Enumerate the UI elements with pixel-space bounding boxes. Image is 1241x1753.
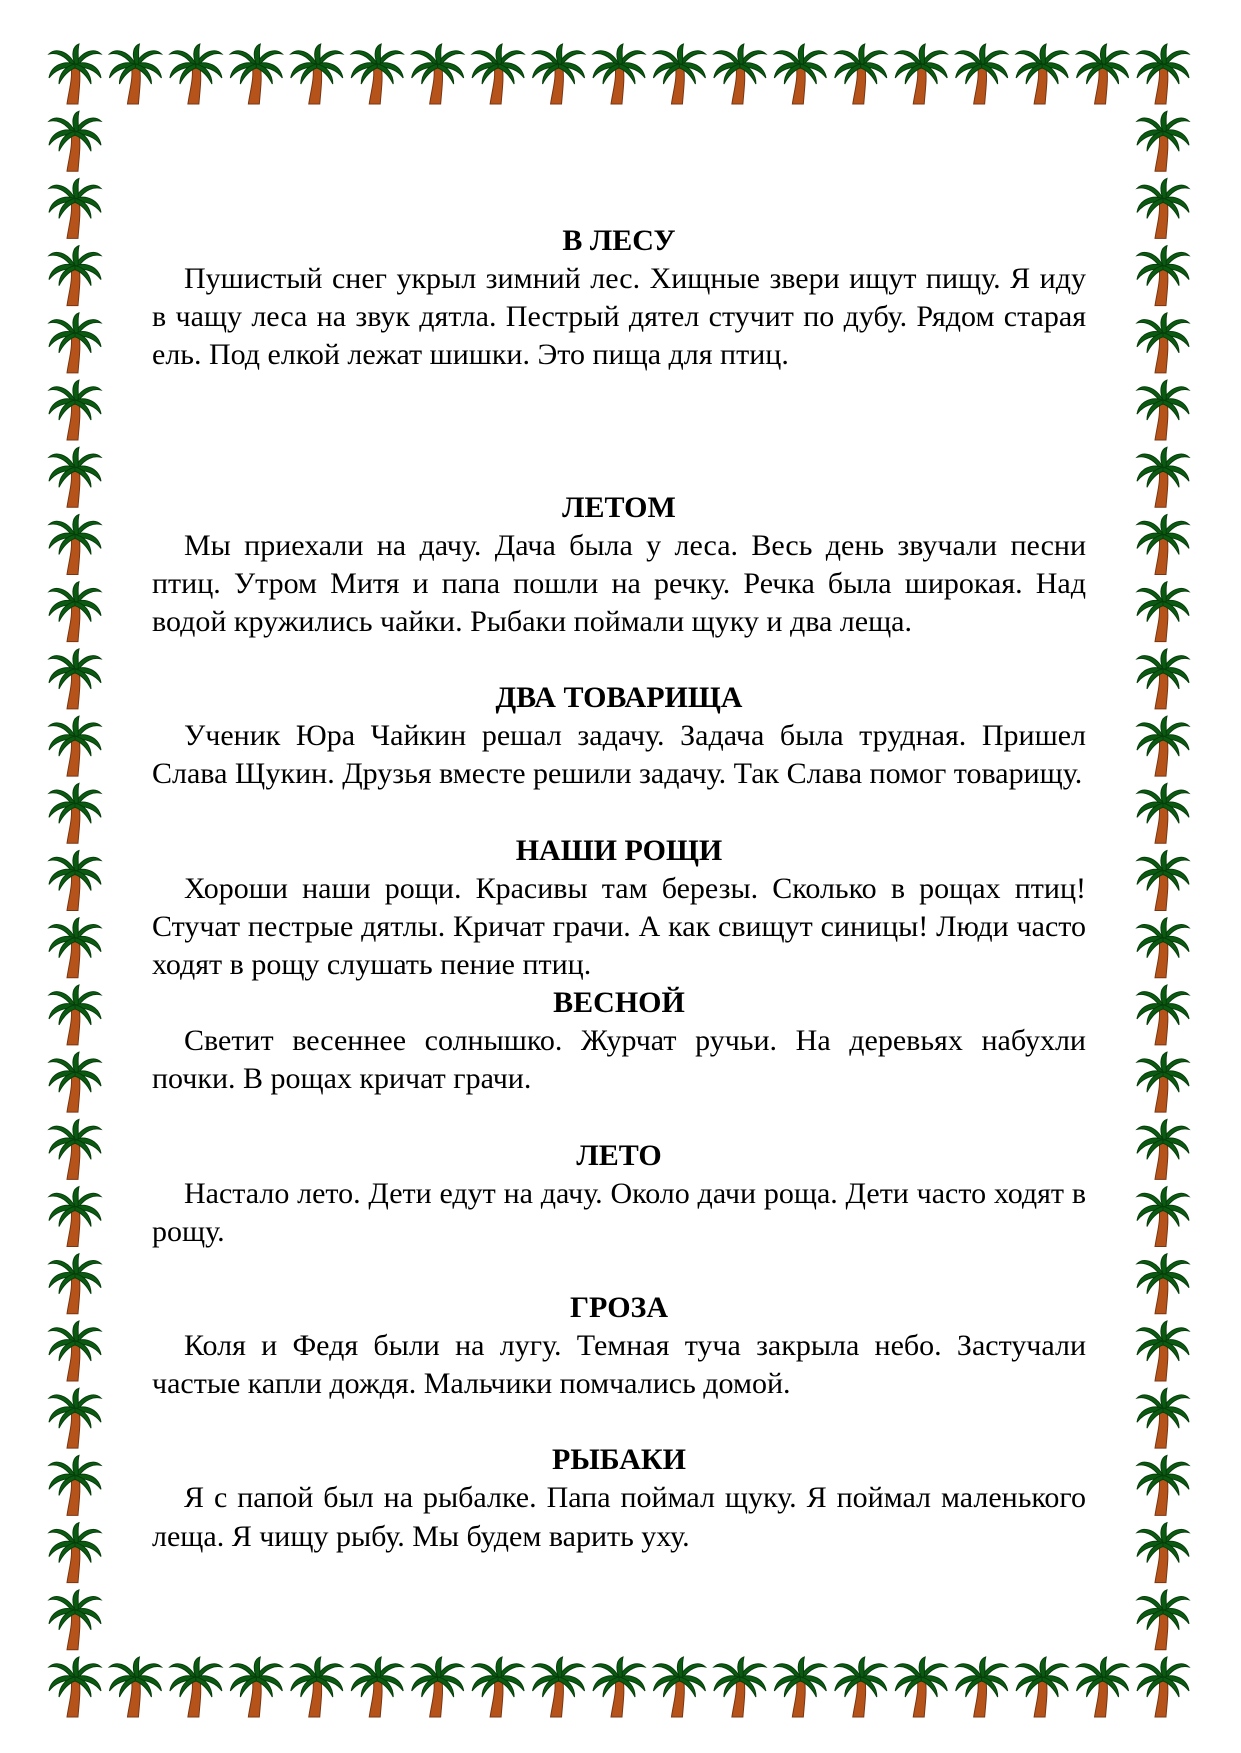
palm-tree-icon — [1137, 1590, 1189, 1650]
story-title: НАШИ РОЩИ — [515, 833, 723, 867]
palm-tree-icon — [593, 1657, 645, 1717]
palm-tree-icon — [533, 1657, 585, 1717]
palm-tree-icon — [49, 1187, 101, 1247]
story-groza — [152, 1289, 1086, 1403]
palm-tree-icon — [49, 783, 101, 843]
palm-tree-icon — [1137, 851, 1189, 911]
palm-tree-icon — [1137, 1254, 1189, 1314]
palm-tree-icon — [49, 44, 101, 104]
palm-tree-icon — [472, 1657, 524, 1717]
story-title: ГРОЗА — [569, 1291, 669, 1325]
palm-tree-icon — [1137, 514, 1189, 574]
palm-tree-icon — [109, 1657, 161, 1717]
palm-tree-icon — [774, 1657, 826, 1717]
palm-tree-icon — [49, 1052, 101, 1112]
palm-tree-icon — [49, 1254, 101, 1314]
palm-tree-icon — [1137, 1388, 1189, 1448]
palm-tree-icon — [170, 44, 222, 104]
palm-tree-icon — [1137, 1187, 1189, 1247]
story-rybaki — [152, 1441, 1086, 1555]
story-text: Мы приехали на дачу. Дача была у леса. Весь день звучали песни птиц. Утром Митя и папа пошли на речку. Речка была широкая. Над водой кружились чайки. Рыбаки поймали щуку и два леща. — [152, 528, 1086, 639]
palm-tree-icon — [1137, 380, 1189, 440]
palm-tree-icon — [653, 1657, 705, 1717]
palm-tree-icon — [412, 1657, 464, 1717]
palm-tree-icon — [49, 380, 101, 440]
palm-tree-icon — [1137, 918, 1189, 978]
palm-tree-icon — [49, 1523, 101, 1583]
palm-tree-icon — [291, 1657, 343, 1717]
story-text: Хороши наши рощи. Красивы там березы. Сколько в рощах птиц! Стучат пестрые дятлы. Кричат грачи. А как свищут синицы! Люди часто ходят в рощу слушать пение птиц. — [152, 871, 1086, 982]
palm-tree-icon — [49, 1388, 101, 1448]
palm-tree-icon — [49, 918, 101, 978]
palm-tree-icon — [49, 582, 101, 642]
palm-tree-icon — [835, 1657, 887, 1717]
palm-tree-icon — [533, 44, 585, 104]
palm-tree-icon — [714, 44, 766, 104]
palm-tree-icon — [1137, 1052, 1189, 1112]
palm-tree-icon — [1137, 582, 1189, 642]
palm-tree-icon — [49, 1657, 101, 1717]
palm-tree-icon — [1137, 447, 1189, 507]
story-text: Я с папой был на рыбалке. Папа поймал щуку. Я поймал маленького леща. Я чищу рыбу. Мы будем варить уху. — [152, 1481, 1086, 1553]
story-nashi-roshchi — [152, 832, 1086, 985]
story-title: В ЛЕСУ — [562, 224, 676, 257]
palm-tree-icon — [1137, 985, 1189, 1045]
palm-tree-icon — [49, 1321, 101, 1381]
palm-tree-icon — [49, 111, 101, 171]
palm-tree-icon — [895, 1657, 947, 1717]
story-v-lesu — [152, 222, 1086, 375]
palm-tree-icon — [1016, 1657, 1068, 1717]
palm-tree-icon — [230, 44, 282, 104]
palm-tree-icon — [170, 1657, 222, 1717]
palm-tree-icon — [1137, 313, 1189, 373]
palm-tree-icon — [49, 514, 101, 574]
palm-tree-icon — [472, 44, 524, 104]
palm-tree-icon — [895, 44, 947, 104]
palm-tree-icon — [291, 44, 343, 104]
story-title: ДВА ТОВАРИЩА — [495, 681, 743, 715]
palm-tree-icon — [1137, 1455, 1189, 1515]
palm-tree-icon — [109, 44, 161, 104]
palm-tree-icon — [1137, 1523, 1189, 1583]
palm-tree-icon — [1137, 111, 1189, 171]
palm-tree-icon — [1137, 1321, 1189, 1381]
palm-tree-icon — [1077, 44, 1129, 104]
story-title: ЛЕТОМ — [562, 490, 676, 524]
palm-tree-icon — [412, 44, 464, 104]
palm-tree-icon — [1137, 1119, 1189, 1179]
palm-tree-icon — [230, 1657, 282, 1717]
palm-tree-icon — [774, 44, 826, 104]
story-text: Пушистый снег укрыл зимний лес. Хищные звери ищут пищу. Я иду в чащу леса на звук дятла. Пестрый дятел стучит по дубу. Рядом старая ель. Под елкой лежат шишки. Это пища для птиц. — [152, 262, 1086, 372]
palm-tree-icon — [835, 44, 887, 104]
palm-tree-icon — [1077, 1657, 1129, 1717]
story-leto — [152, 1137, 1086, 1251]
story-vesnoy — [152, 984, 1086, 1098]
story-text: Ученик Юра Чайкин решал задачу. Задача была трудная. Пришел Слава Щукин. Друзья вместе решили задачу. Так Слава помог товарищу. — [152, 719, 1086, 791]
palm-tree-icon — [49, 985, 101, 1045]
palm-tree-icon — [1137, 783, 1189, 843]
palm-tree-icon — [351, 44, 403, 104]
palm-tree-icon — [49, 1590, 101, 1650]
stories-content — [152, 222, 1086, 1556]
story-text: Коля и Федя были на лугу. Темная туча закрыла небо. Застучали частые капли дождя. Мальчики помчались домой. — [152, 1329, 1086, 1401]
palm-tree-icon — [49, 246, 101, 306]
palm-tree-icon — [49, 851, 101, 911]
palm-tree-icon — [714, 1657, 766, 1717]
story-letom — [152, 489, 1086, 642]
palm-tree-icon — [1137, 649, 1189, 709]
palm-tree-icon — [956, 1657, 1008, 1717]
palm-tree-icon — [653, 44, 705, 104]
story-text: Настало лето. Дети едут на дачу. Около дачи роща. Дети часто ходят в рощу. — [152, 1176, 1086, 1248]
palm-tree-icon — [1137, 44, 1189, 104]
story-dva-tovarishcha — [152, 679, 1086, 793]
palm-tree-icon — [49, 313, 101, 373]
story-title: РЫБАКИ — [552, 1443, 686, 1477]
palm-tree-icon — [1137, 246, 1189, 306]
palm-tree-icon — [351, 1657, 403, 1717]
story-title: ЛЕТО — [576, 1138, 662, 1172]
palm-tree-icon — [49, 178, 101, 238]
palm-tree-icon — [49, 447, 101, 507]
story-text: Светит весеннее солнышко. Журчат ручьи. На деревьях набухли почки. В рощах кричат грачи. — [152, 1024, 1086, 1096]
palm-tree-icon — [593, 44, 645, 104]
palm-tree-icon — [1137, 1657, 1189, 1717]
palm-tree-icon — [1137, 178, 1189, 238]
palm-tree-icon — [49, 649, 101, 709]
palm-tree-icon — [49, 716, 101, 776]
palm-tree-icon — [49, 1455, 101, 1515]
palm-tree-icon — [956, 44, 1008, 104]
palm-tree-icon — [1137, 716, 1189, 776]
story-title: ВЕСНОЙ — [553, 986, 685, 1020]
palm-tree-icon — [1016, 44, 1068, 104]
palm-tree-icon — [49, 1119, 101, 1179]
